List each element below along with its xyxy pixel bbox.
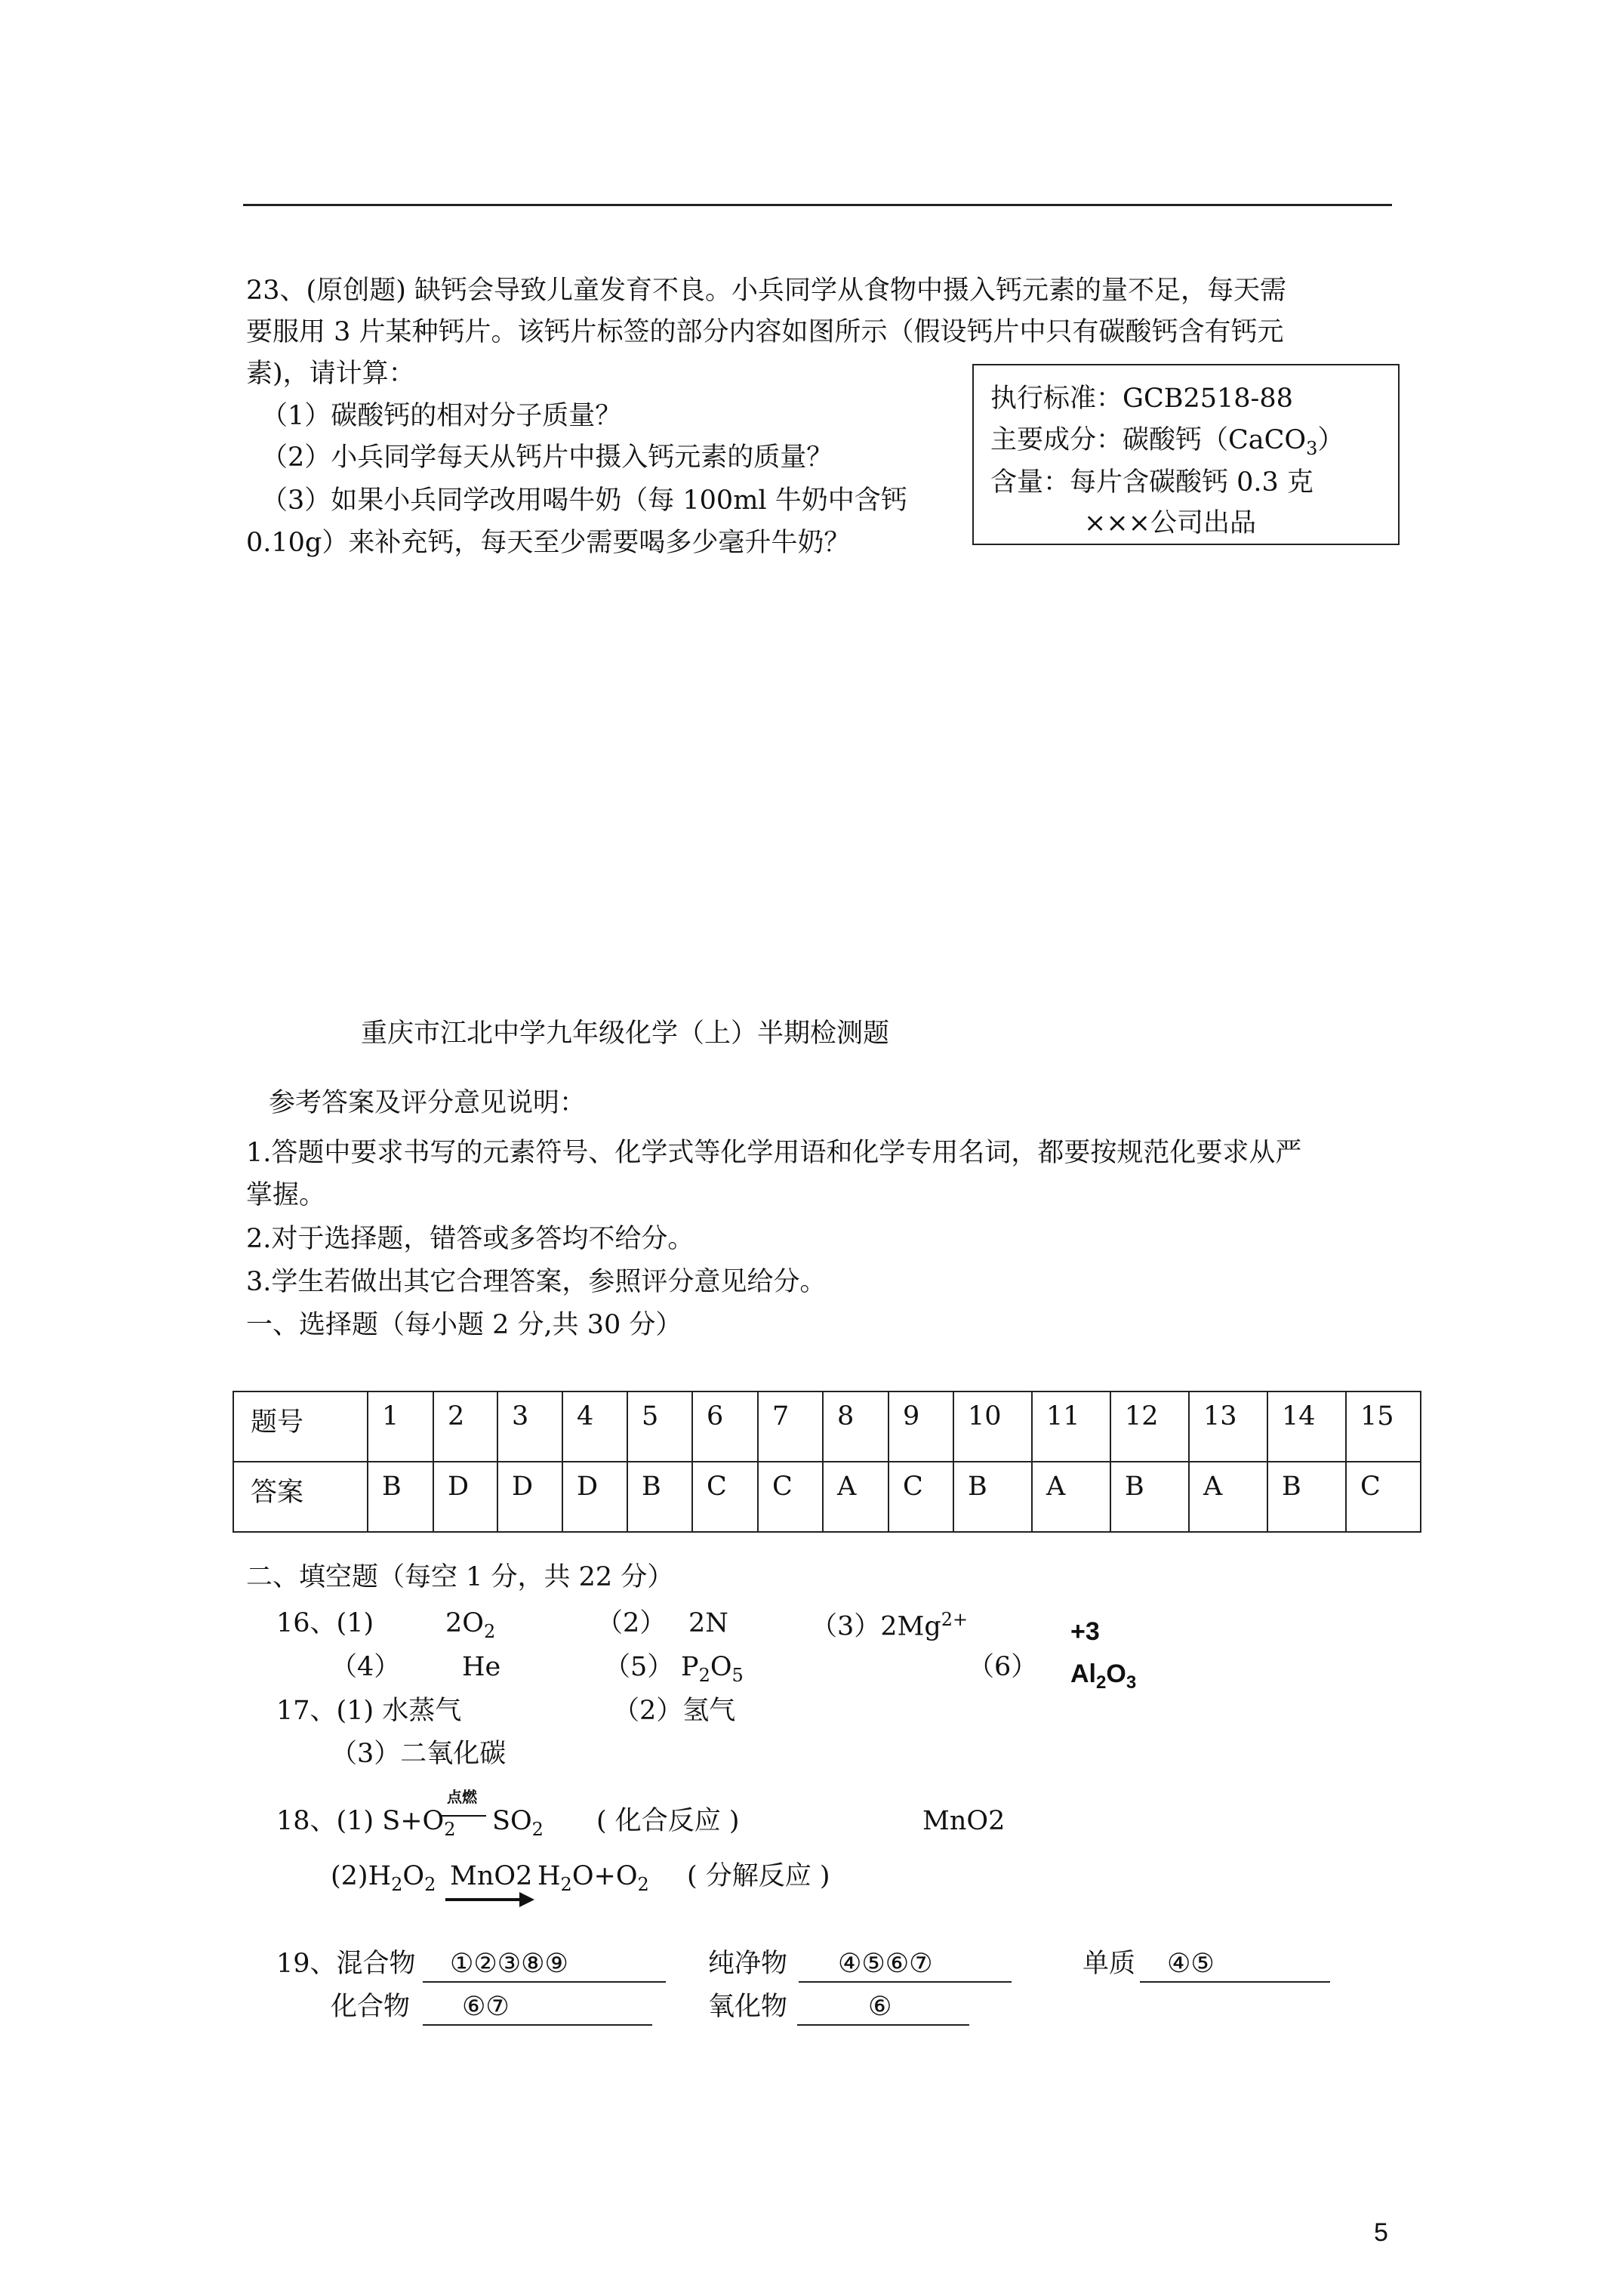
label-standard: 执行标准：GCB2518-88: [990, 384, 1293, 414]
q18-type-2: ( 分解反应 ): [687, 1861, 830, 1891]
question-number: 10: [953, 1391, 1032, 1462]
q16-label-5: （5）: [604, 1652, 674, 1682]
answer-cell: C: [692, 1462, 758, 1532]
q16-answer-3: $(3)2Mg^{2+}$: [811, 1609, 969, 1642]
q18-arrow-2-head: [519, 1892, 534, 1907]
table-row-answers: [233, 1462, 1421, 1532]
answer-cell: D: [433, 1462, 497, 1532]
note-1a: 1.答题中要求书写的元素符号、化学式等化学用语和化学专用名词，都要按规范化要求从严: [246, 1138, 1302, 1168]
question-number: 8: [823, 1391, 888, 1462]
q19-mixture-value: ①②③⑧⑨: [450, 1949, 568, 1979]
answer-table: [233, 1391, 1421, 1533]
q18-catalyst-label: MnO2: [922, 1806, 1006, 1836]
q19-compound-label: 化合物: [331, 1992, 411, 2022]
answer-cell: C: [758, 1462, 823, 1532]
q18-line2-reactant: $(2)H_2O_2$: [331, 1861, 436, 1895]
note-2: 2.对于选择题，错答或多答均不给分。: [246, 1224, 694, 1254]
q17-answer-2: （2）氢气: [613, 1696, 736, 1726]
q23-line3: 素)，请计算：: [246, 359, 415, 389]
q16-valence: +3: [1070, 1617, 1100, 1646]
answer-cell: B: [1267, 1462, 1346, 1532]
q18-line2-catalyst: MnO2: [450, 1861, 533, 1891]
q16-label: 16、(1): [276, 1608, 374, 1638]
q18-line1-product: $SO_2$: [492, 1806, 544, 1840]
label-ingredient: 主要成分：碳酸钙（CaCO$_3$）: [990, 425, 1344, 459]
section-1-heading: 一、选择题（每小题 2 分,共 30 分）: [246, 1310, 682, 1340]
q19-element-label: 单质: [1083, 1949, 1136, 1979]
q19-mixture-label: 19、混合物: [276, 1949, 416, 1979]
q19-oxide-underline: [797, 2024, 969, 2026]
q18-condition: 点燃: [447, 1788, 477, 1806]
q16-label-2: （2）: [596, 1608, 667, 1638]
calcium-label-box: [972, 364, 1400, 545]
q23-sub3b: 0.10g）来补充钙，每天至少需要喝多少毫升牛奶？: [246, 528, 851, 558]
notes-heading: 参考答案及评分意见说明：: [269, 1088, 587, 1118]
q18-arrow-1: [441, 1815, 486, 1817]
q18-arrow-2-line: [445, 1898, 521, 1901]
q19-oxide-value: ⑥: [868, 1992, 892, 2022]
q18-line1-reactants: 18、(1) $S+O_2$: [276, 1806, 456, 1840]
answer-cell: C: [1346, 1462, 1421, 1532]
question-number: 7: [758, 1391, 823, 1462]
q17-answer-1: 17、(1) 水蒸气: [276, 1696, 462, 1726]
question-number: 14: [1267, 1391, 1346, 1462]
row-label-number: 题号: [233, 1391, 368, 1462]
question-number: 12: [1110, 1391, 1189, 1462]
answer-cell: C: [888, 1462, 953, 1532]
q16-label-6: （6）: [968, 1652, 1038, 1682]
q18-line2-products: $H_2O+O_2$: [537, 1861, 649, 1895]
q16-answer-4: He: [462, 1652, 501, 1682]
question-number: 2: [433, 1391, 497, 1462]
q19-pure-underline: [799, 1981, 1012, 1983]
question-number: 1: [368, 1391, 433, 1462]
label-maker: ×××公司出品: [1084, 508, 1256, 538]
answer-cell: B: [368, 1462, 433, 1532]
question-number: 11: [1032, 1391, 1110, 1462]
q19-mixture-underline: [423, 1981, 666, 1983]
q19-oxide-label: 氧化物: [708, 1992, 788, 2022]
q19-pure-label: 纯净物: [708, 1949, 788, 1979]
q16-answer-1: $2O_2$: [445, 1608, 496, 1642]
q19-compound-underline: [423, 2024, 652, 2026]
question-number: 5: [627, 1391, 692, 1462]
q19-element-value: ④⑤: [1167, 1949, 1215, 1979]
header-rule: [243, 204, 1392, 206]
q16-answer-6: $Al_2O_3$: [1070, 1660, 1137, 1693]
answer-cell: D: [562, 1462, 627, 1532]
question-number: 6: [692, 1391, 758, 1462]
q23-line2: 要服用 3 片某种钙片。该钙片标签的部分内容如图所示（假设钙片中只有碳酸钙含有钙元: [246, 317, 1284, 347]
q16-answer-2: 2N: [688, 1608, 728, 1638]
answer-cell: B: [953, 1462, 1032, 1532]
answer-cell: B: [1110, 1462, 1189, 1532]
q16-label-4: （4）: [331, 1652, 401, 1682]
question-number: 9: [888, 1391, 953, 1462]
table-row-numbers: [233, 1391, 1421, 1462]
q18-type-1: ( 化合反应 ): [596, 1806, 740, 1836]
q23-sub1: （1）碳酸钙的相对分子质量？: [261, 401, 622, 431]
q19-pure-value: ④⑤⑥⑦: [838, 1949, 933, 1979]
q23-line1: 23、(原创题) 缺钙会导致儿童发育不良。小兵同学从食物中摄入钙元素的量不足，每天需: [246, 276, 1286, 306]
question-number: 3: [497, 1391, 562, 1462]
answer-cell: A: [1032, 1462, 1110, 1532]
note-1b: 掌握。: [246, 1180, 326, 1210]
answer-cell: B: [627, 1462, 692, 1532]
label-content: 含量：每片含碳酸钙 0.3 克: [990, 467, 1313, 498]
question-number: 15: [1346, 1391, 1421, 1462]
q19-element-underline: [1140, 1981, 1330, 1983]
row-label-answer: 答案: [233, 1462, 368, 1532]
answer-cell: D: [497, 1462, 562, 1532]
page-number: 5: [1374, 2218, 1388, 2247]
answer-cell: A: [823, 1462, 888, 1532]
answer-title: 重庆市江北中学九年级化学（上）半期检测题: [361, 1019, 890, 1049]
q17-answer-3: （3）二氧化碳: [331, 1739, 507, 1769]
question-number: 13: [1189, 1391, 1267, 1462]
q23-sub2: （2）小兵同学每天从钙片中摄入钙元素的质量？: [261, 442, 833, 473]
q16-answer-5: $P_2O_5$: [681, 1652, 744, 1686]
section-2-heading: 二、填空题（每空 1 分，共 22 分）: [246, 1562, 674, 1592]
q19-compound-value: ⑥⑦: [462, 1992, 510, 2022]
answer-cell: A: [1189, 1462, 1267, 1532]
question-number: 4: [562, 1391, 627, 1462]
q23-sub3a: （3）如果小兵同学改用喝牛奶（每 100ml 牛奶中含钙: [261, 485, 907, 516]
note-3: 3.学生若做出其它合理答案，参照评分意见给分。: [246, 1267, 827, 1297]
